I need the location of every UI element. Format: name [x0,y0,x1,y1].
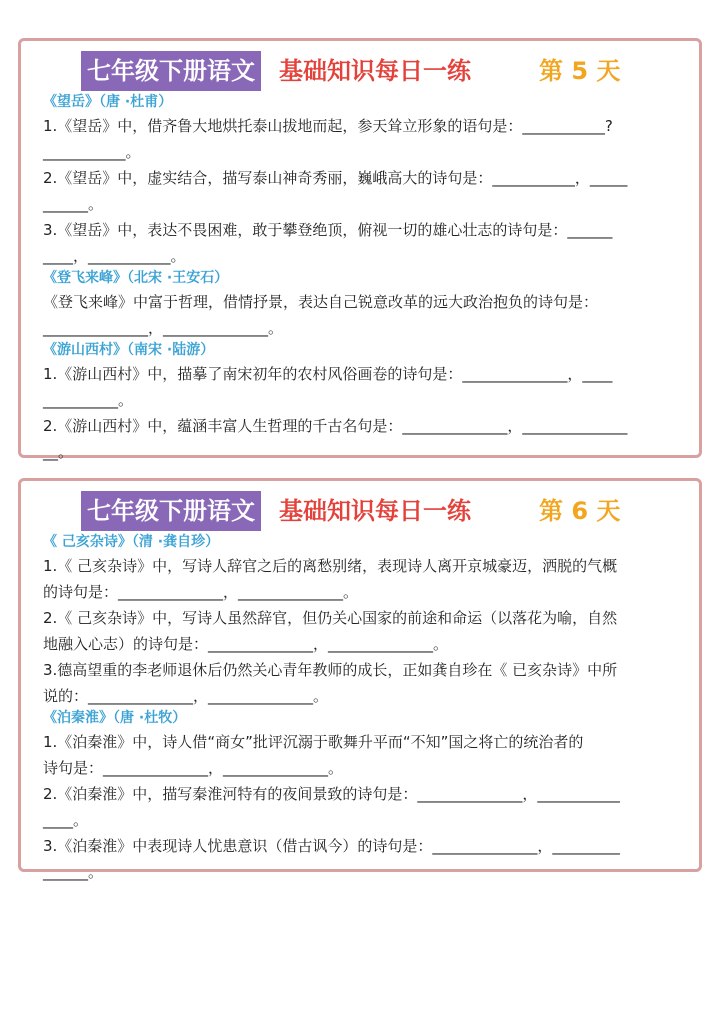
card-header [21,489,699,533]
question: 3.《望岳》中，表达不畏困难，敢于攀登绝顶，俯视一切的雄心壮志的诗句是：______ ____，___________。 [43,221,613,265]
day-5-card [18,38,702,461]
section-heading: 《游山西村》（南宋 ·陆游） [43,342,215,358]
day-label: 第 6 天 [539,497,621,525]
question: 2.《游山西村》中，蕴涵丰富人生哲理的千古名句是：______________，______________ __。 [43,417,628,461]
day-label: 第 5 天 [539,57,621,85]
title-tag: 七年级下册语文 [81,51,261,91]
card-body [43,533,685,885]
question: 《登飞来峰》中富于哲理，借情抒景，表达自己锐意改革的远大政治抱负的诗句是： ______________，______________。 [43,293,599,337]
question: 1.《望岳》中，借齐鲁大地烘托泰山拔地而起，参天耸立形象的语句是：___________? ___________。 [43,117,613,161]
question: 2.《望岳》中，虚实结合，描写泰山神奇秀丽，巍峨高大的诗句是：___________，_____ ______。 [43,169,628,213]
card-body [43,93,685,465]
question: 3.《泊秦淮》中表现诗人忧患意识（借古讽今）的诗句是：______________，_________ ______。 [43,837,620,881]
question: 2.《 己亥杂诗》中，写诗人虽然辞官，但仍关心国家的前途和命运（以落花为喻，自然 地融入心志）的诗句是：______________，______________。 [43,609,618,653]
title-tag: 七年级下册语文 [81,491,261,531]
section-heading: 《登飞来峰》（北宋 ·王安石） [43,270,229,286]
question: 1.《游山西村》中，描摹了南宋初年的农村风俗画卷的诗句是：______________，____ __________。 [43,365,613,409]
section-heading: 《泊秦淮》（唐 ·杜牧） [43,710,187,726]
day-6-card [18,478,702,881]
question: 1.《 己亥杂诗》中，写诗人辞官之后的离愁别绪，表现诗人离开京城豪迈，洒脱的气概 的诗句是：______________，______________。 [43,557,618,601]
section-heading: 《 己亥杂诗》（清 ·龚自珍） [43,534,220,550]
question: 1.《泊秦淮》中，诗人借“商女”批评沉溺于歌舞升平而“不知”国之将亡的统治者的 诗句是：______________，______________。 [43,733,584,777]
title-text: 基础知识每日一练 [279,497,471,525]
title-text: 基础知识每日一练 [279,57,471,85]
section-heading: 《望岳》（唐 ·杜甫） [43,94,173,110]
card-header [21,49,699,93]
question: 3.德高望重的李老师退休后仍然关心青年教师的成长，正如龚自珍在《 已亥杂诗》中所 说的：______________，______________。 [43,661,618,705]
question: 2.《泊秦淮》中，描写秦淮河特有的夜间景致的诗句是：______________，___________ ____。 [43,785,620,829]
